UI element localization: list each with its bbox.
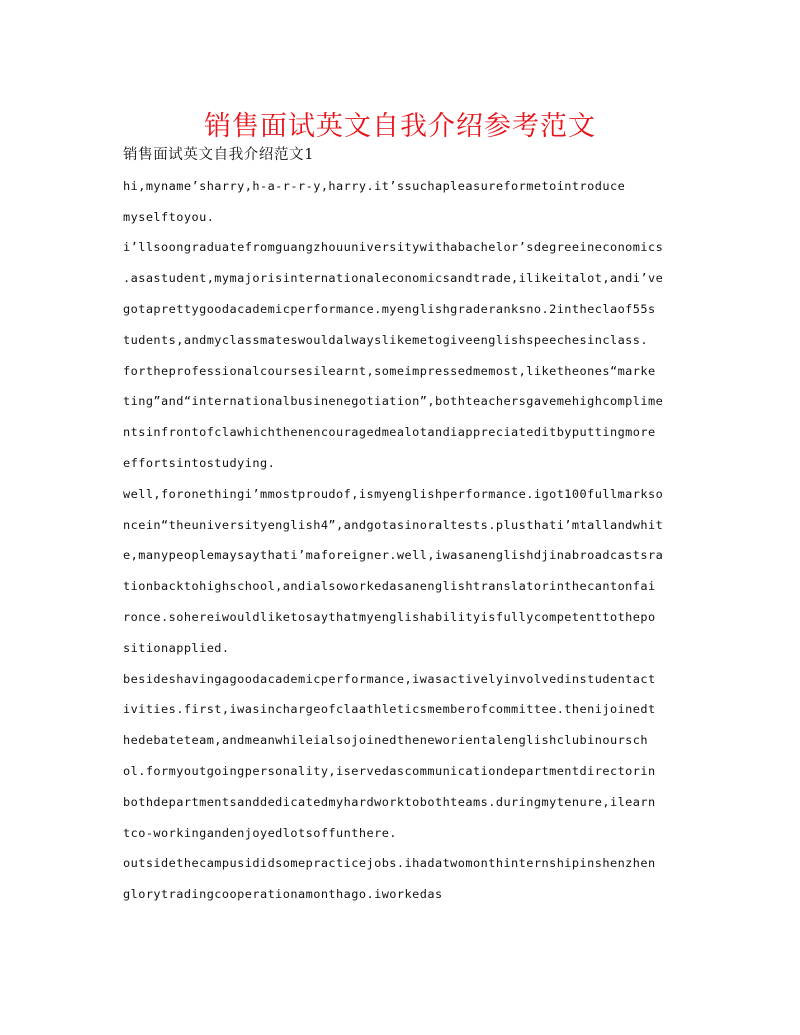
body-line: .asastudent,mymajorisinternationaleconomicsandtrade,ilikeitalot,andi’ve — [123, 271, 664, 286]
body-line: hedebateteam,andmeanwhileialsojoinedtheneworientalenglishclubinoursch — [123, 733, 649, 748]
body-line: ncein“theuniversityenglish4”,andgotasinoraltests.plusthati’mtallandwhit — [123, 517, 664, 532]
body-line: ting”and“internationalbusinenegotiation”,bothteachersgavemehighcomplime — [123, 394, 664, 409]
body-line: ivities.first,iwasinchargeofclaathleticsmemberofcommittee.thenijoinedt — [123, 702, 656, 717]
body-line: ronce.sohereiwouldliketosaythatmyenglishabilityisfullycompetenttothepo — [123, 609, 656, 624]
body-line: hi,myname’sharry,h-a-r-r-y,harry.it’ssuchapleasureformetointroduce — [123, 178, 626, 193]
body-line: sitionapplied. — [123, 640, 230, 655]
body-line: tionbacktohighschool,andialsoworkedasanenglishtranslatorinthecantonfai — [123, 579, 656, 594]
document-title: 销售面试英文自我介绍参考范文 — [204, 111, 596, 142]
body-line: besideshavingagoodacademicperformance,iwasactivelyinvolvedinstudentact — [123, 671, 656, 686]
body-line: ol.formyoutgoingpersonality,iservedascommunicationdepartmentdirectorin — [123, 763, 656, 778]
body-line: tudents,andmyclassmateswouldalwayslikemetogiveenglishspeechesinclass. — [123, 332, 649, 347]
body-line: i’llsoongraduatefromguangzhouuniversitywithabachelor’sdegreeineconomics — [123, 240, 664, 255]
body-line: well,foronethingi’mmostproudof,ismyenglishperformance.igot100fullmarkso — [123, 486, 664, 501]
body-line: e,manypeoplemaysaythati’maforeigner.well,iwasanenglishdjinabroadcastsra — [123, 548, 664, 563]
body-line: ntsinfrontofclawhichthenencouragedmealotandiappreciateditbyputtingmore — [123, 425, 656, 440]
body-line: fortheprofessionalcoursesilearnt,someimpressedmemost,liketheones“marke — [123, 363, 656, 378]
body-line: bothdepartmentsanddedicatedmyhardworktobothteams.duringmytenure,ilearn — [123, 794, 656, 809]
body-line: tco-workingandenjoyedlotsoffunthere. — [123, 825, 397, 840]
body-line: myselftoyou. — [123, 209, 215, 224]
body-line: outsidethecampusididsomepracticejobs.ihadatwomonthinternshipinshenzhen — [123, 856, 656, 871]
body-line: glorytradingcooperationamonthago.iworkedas — [123, 887, 443, 902]
document-body — [123, 140, 683, 910]
section-subtitle: 销售面试英文自我介绍范文1 — [123, 147, 315, 163]
body-line: gotaprettygoodacademicperformance.myenglishgraderanksno.2intheclaof55s — [123, 301, 656, 316]
body-line: effortsintostudying. — [123, 455, 276, 470]
